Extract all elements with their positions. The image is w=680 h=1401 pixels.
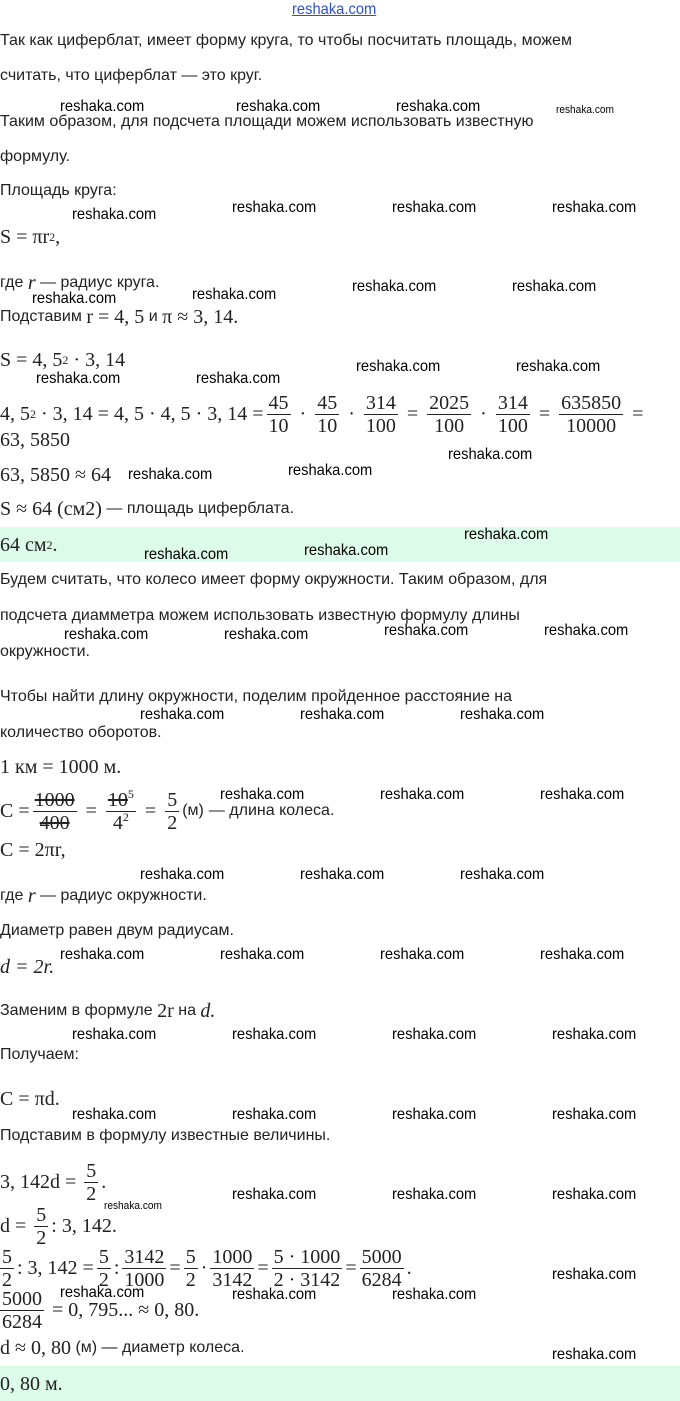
watermark: reshaka.com [192,286,277,303]
watermark: reshaka.com [460,866,545,883]
watermark: reshaka.com [220,946,305,963]
watermark: reshaka.com [64,626,149,643]
watermark: reshaka.com [352,278,437,295]
watermark: reshaka.com [144,546,229,563]
fraction [360,1246,404,1291]
numerator [106,786,136,812]
fraction [559,392,623,437]
watermark: reshaka.com [460,706,545,723]
text: где [0,887,24,904]
denominator: 6284 [2,1310,42,1333]
fraction [427,392,471,437]
watermark: reshaka.com [396,98,481,115]
watermark: reshaka.com [232,1286,317,1303]
fraction [272,1246,343,1291]
fraction [0,1288,44,1333]
math: d. [200,999,216,1022]
watermark: reshaka.com [392,199,477,216]
watermark: reshaka.com [60,1284,145,1301]
paragraph: формулу. [0,148,70,165]
watermark: reshaka.com [540,946,625,963]
paragraph: Площадь круга: [0,182,117,199]
math: 64 см [0,533,47,556]
watermark: reshaka.com [540,786,625,803]
text: Заменим в формуле [0,1002,153,1019]
watermark: reshaka.com [232,1106,317,1123]
math: . [406,1256,412,1279]
fraction [267,392,291,437]
text: где [0,274,24,291]
denominator: 2 [167,811,178,834]
math: : 3, 142 = [17,1256,94,1279]
answer-box-2 [0,1366,680,1401]
watermark: reshaka.com [464,526,549,543]
watermark: reshaka.com [380,786,465,803]
fraction [34,1204,48,1249]
watermark: reshaka.com [356,358,441,375]
math: 2r [157,999,174,1022]
fraction [184,1246,198,1291]
replace-note [0,996,215,1026]
watermark: reshaka.com [232,1186,317,1203]
area-formula: S = πr 2 , [0,225,61,248]
denominator: 2 [2,1268,12,1291]
fraction [364,392,398,437]
math: = 0, 795... ≈ 0, 80. [52,1298,200,1321]
numerator: 314 [365,391,396,414]
var: r [27,271,36,294]
watermark: reshaka.com [552,1186,637,1203]
equation [0,1204,117,1248]
denominator: 400 [39,811,70,834]
math: · 3, 14 [73,348,126,371]
watermark: reshaka.com [516,358,601,375]
pi-d-formula: C = πd. [0,1087,60,1110]
watermark: reshaka.com [380,946,465,963]
site-link[interactable]: reshaka.com [292,1,377,18]
equation: 63, 5850 [0,428,70,451]
watermark: reshaka.com [544,622,629,639]
watermark: reshaka.com [512,278,597,295]
math: . [52,533,58,556]
text: Подставим [0,308,82,325]
paragraph: Чтобы найти длину окружности, поделим пройденное расстояние на [0,688,513,705]
watermark: reshaka.com [300,866,385,883]
watermark: reshaka.com [104,1200,162,1212]
math: π ≈ 3, 14. [162,305,239,328]
math: ) [95,497,102,520]
denominator: 100 [497,414,528,437]
diameter-formula: d = 2r. [0,955,55,978]
fraction [84,1160,98,1205]
math: = [257,1256,269,1279]
fraction [0,1246,14,1291]
text: — длина колеса. [208,802,335,819]
formula-text: S = πr [0,225,50,248]
denominator: 2 · 3142 [273,1268,341,1291]
watermark: reshaka.com [36,370,121,387]
fraction [165,789,179,834]
text: на [178,1002,196,1019]
numerator: 1000 [34,788,75,811]
math: r = 4, 5 [86,305,145,328]
watermark: reshaka.com [552,1266,637,1283]
watermark: reshaka.com [232,199,317,216]
numerator: 5 [36,1203,47,1226]
diameter-result [0,1333,245,1363]
fraction [106,786,136,834]
denominator: 2 [185,1268,196,1291]
denominator: 10000 [566,414,617,437]
numerator: 5 [2,1245,12,1268]
numerator: 5 [185,1245,196,1268]
watermark: reshaka.com [384,622,469,639]
math: S = 4, 5 [0,348,63,371]
watermark: reshaka.com [288,462,373,479]
paragraph: Так как циферблат, имеет форму круга, то чтобы посчитать площадь, можем [0,32,572,49]
equation: S = 4, 5 2 · 3, 14 [0,348,126,371]
base: 10 [107,788,128,811]
radius-note [0,881,207,911]
watermark: reshaka.com [60,98,145,115]
watermark: reshaka.com [552,1106,637,1123]
watermark: reshaka.com [220,786,305,803]
numerator: 314 [497,391,528,414]
denominator: 100 [434,414,465,437]
math: = [345,1256,357,1279]
exponent: 5 [127,786,134,801]
numerator: 3142 [124,1245,165,1268]
math: · [200,1256,208,1279]
answer-2: 0, 80 м. [0,1372,63,1395]
watermark: reshaka.com [552,1346,637,1363]
watermark: reshaka.com [552,1026,637,1043]
paragraph: считать, что циферблат — это круг. [0,67,263,84]
unit: (м) [182,802,204,819]
numerator: 2025 [429,391,470,414]
math: : [113,1256,120,1279]
denominator: 1000 [124,1268,165,1291]
formula-text: , [55,225,61,248]
paragraph: Будем считать, что колесо имеет форму окружности. Таким образом, для [0,571,548,588]
math: . [101,1170,107,1193]
numerator: 5 [167,788,178,811]
text: и [148,308,158,325]
paragraph: Диаметр равен двум радиусам. [0,922,234,939]
paragraph: окружности. [0,643,90,660]
denominator: 10 [268,414,289,437]
numerator: 5000 [2,1287,42,1310]
equation: 63, 5850 ≈ 64 [0,463,111,486]
watermark: reshaka.com [72,1106,157,1123]
watermark: reshaka.com [392,1186,477,1203]
denominator: 2 [36,1226,47,1249]
numerator: 5 [98,1245,109,1268]
math: 4, 5 [0,402,30,425]
text: — площадь циферблата. [106,500,295,517]
watermark: reshaka.com [60,946,145,963]
numerator: 5 · 1000 [273,1245,341,1268]
denominator: 2 [98,1268,109,1291]
math: = [169,1256,181,1279]
paragraph: Получаем: [0,1046,79,1063]
watermark: reshaka.com [224,626,309,643]
paragraph: Подставим в формулу известные величины. [0,1127,331,1144]
fraction [33,789,77,834]
numerator: 45 [317,391,338,414]
exponent: 2 [122,809,129,824]
watermark: reshaka.com [392,1026,477,1043]
text: — радиус окружности. [40,887,207,904]
math: d = [0,1214,27,1237]
watermark: reshaka.com [196,370,281,387]
fraction [315,392,339,437]
numerator: 5000 [361,1245,402,1268]
denominator: 3142 [212,1268,253,1291]
circumference-calc: C = $\frac{1000}{400}$ = $\frac{10^5}{4^2}$ = $\frac{5}{2}$ (м) — длина колеса. [0,786,335,834]
base: 4 [112,811,123,834]
watermark: reshaka.com [556,104,614,116]
denominator: 2 [86,1182,97,1205]
numerator: 635850 [561,391,622,414]
numerator: 5 [86,1159,97,1182]
denominator: 6284 [361,1268,402,1291]
watermark: reshaka.com [72,1026,157,1043]
unit: (м) [75,1339,98,1356]
denominator: 100 [365,414,396,437]
area-result: S ≈ 64 (см 2 ) — площадь циферблата. [0,497,295,520]
var: r [27,884,36,907]
circumference-formula: C = 2πr, [0,838,66,861]
paragraph: подсчета диамметра можем использовать известную формулу длины [0,607,520,624]
fraction [496,392,530,437]
equation [0,1160,106,1204]
watermark: reshaka.com [140,866,225,883]
numerator: 45 [268,391,289,414]
denominator: 10 [317,414,338,437]
watermark: reshaka.com [128,466,213,483]
numerator: 1000 [212,1245,253,1268]
paragraph: количество оборотов. [0,724,162,741]
math: d ≈ 0, 80 [0,1336,71,1359]
watermark: reshaka.com [72,206,157,223]
math: : 3, 142. [51,1214,117,1237]
watermark: reshaka.com [392,1106,477,1123]
km-conversion: 1 км = 1000 м. [0,755,122,778]
equation-long: 4, 5 2 · 3, 14 = 4, 5 · 4, 5 · 3, 14 = $\frac{45}{10}$ · $\frac{45}{10}$ · $\frac{314}{100}$ = $\frac{2025}{100}$ · $\frac{314}{100}$ = $\frac{635850}{10000}$ = [0,391,644,437]
watermark: reshaka.com [236,98,321,115]
watermark: reshaka.com [392,1286,477,1303]
watermark: reshaka.com [552,199,637,216]
math: S ≈ 64 (см [0,497,86,520]
watermark: reshaka.com [300,706,385,723]
denominator [111,809,131,834]
math: · 3, 14 = 4, 5 · 4, 5 · 3, 14 = [41,402,264,425]
text: — диаметр колеса. [101,1339,245,1356]
answer-1: 64 см 2 . [0,533,58,556]
watermark: reshaka.com [304,542,389,559]
watermark: reshaka.com [32,290,117,307]
math: C = [0,799,30,822]
watermark: reshaka.com [140,706,225,723]
text: — радиус круга. [40,274,160,291]
paragraph: Таким образом, для подсчета площади можем использовать известную [0,113,534,130]
fraction [210,1246,254,1291]
watermark: reshaka.com [232,1026,317,1043]
math: 3, 142d = [0,1170,77,1193]
watermark: reshaka.com [448,446,533,463]
